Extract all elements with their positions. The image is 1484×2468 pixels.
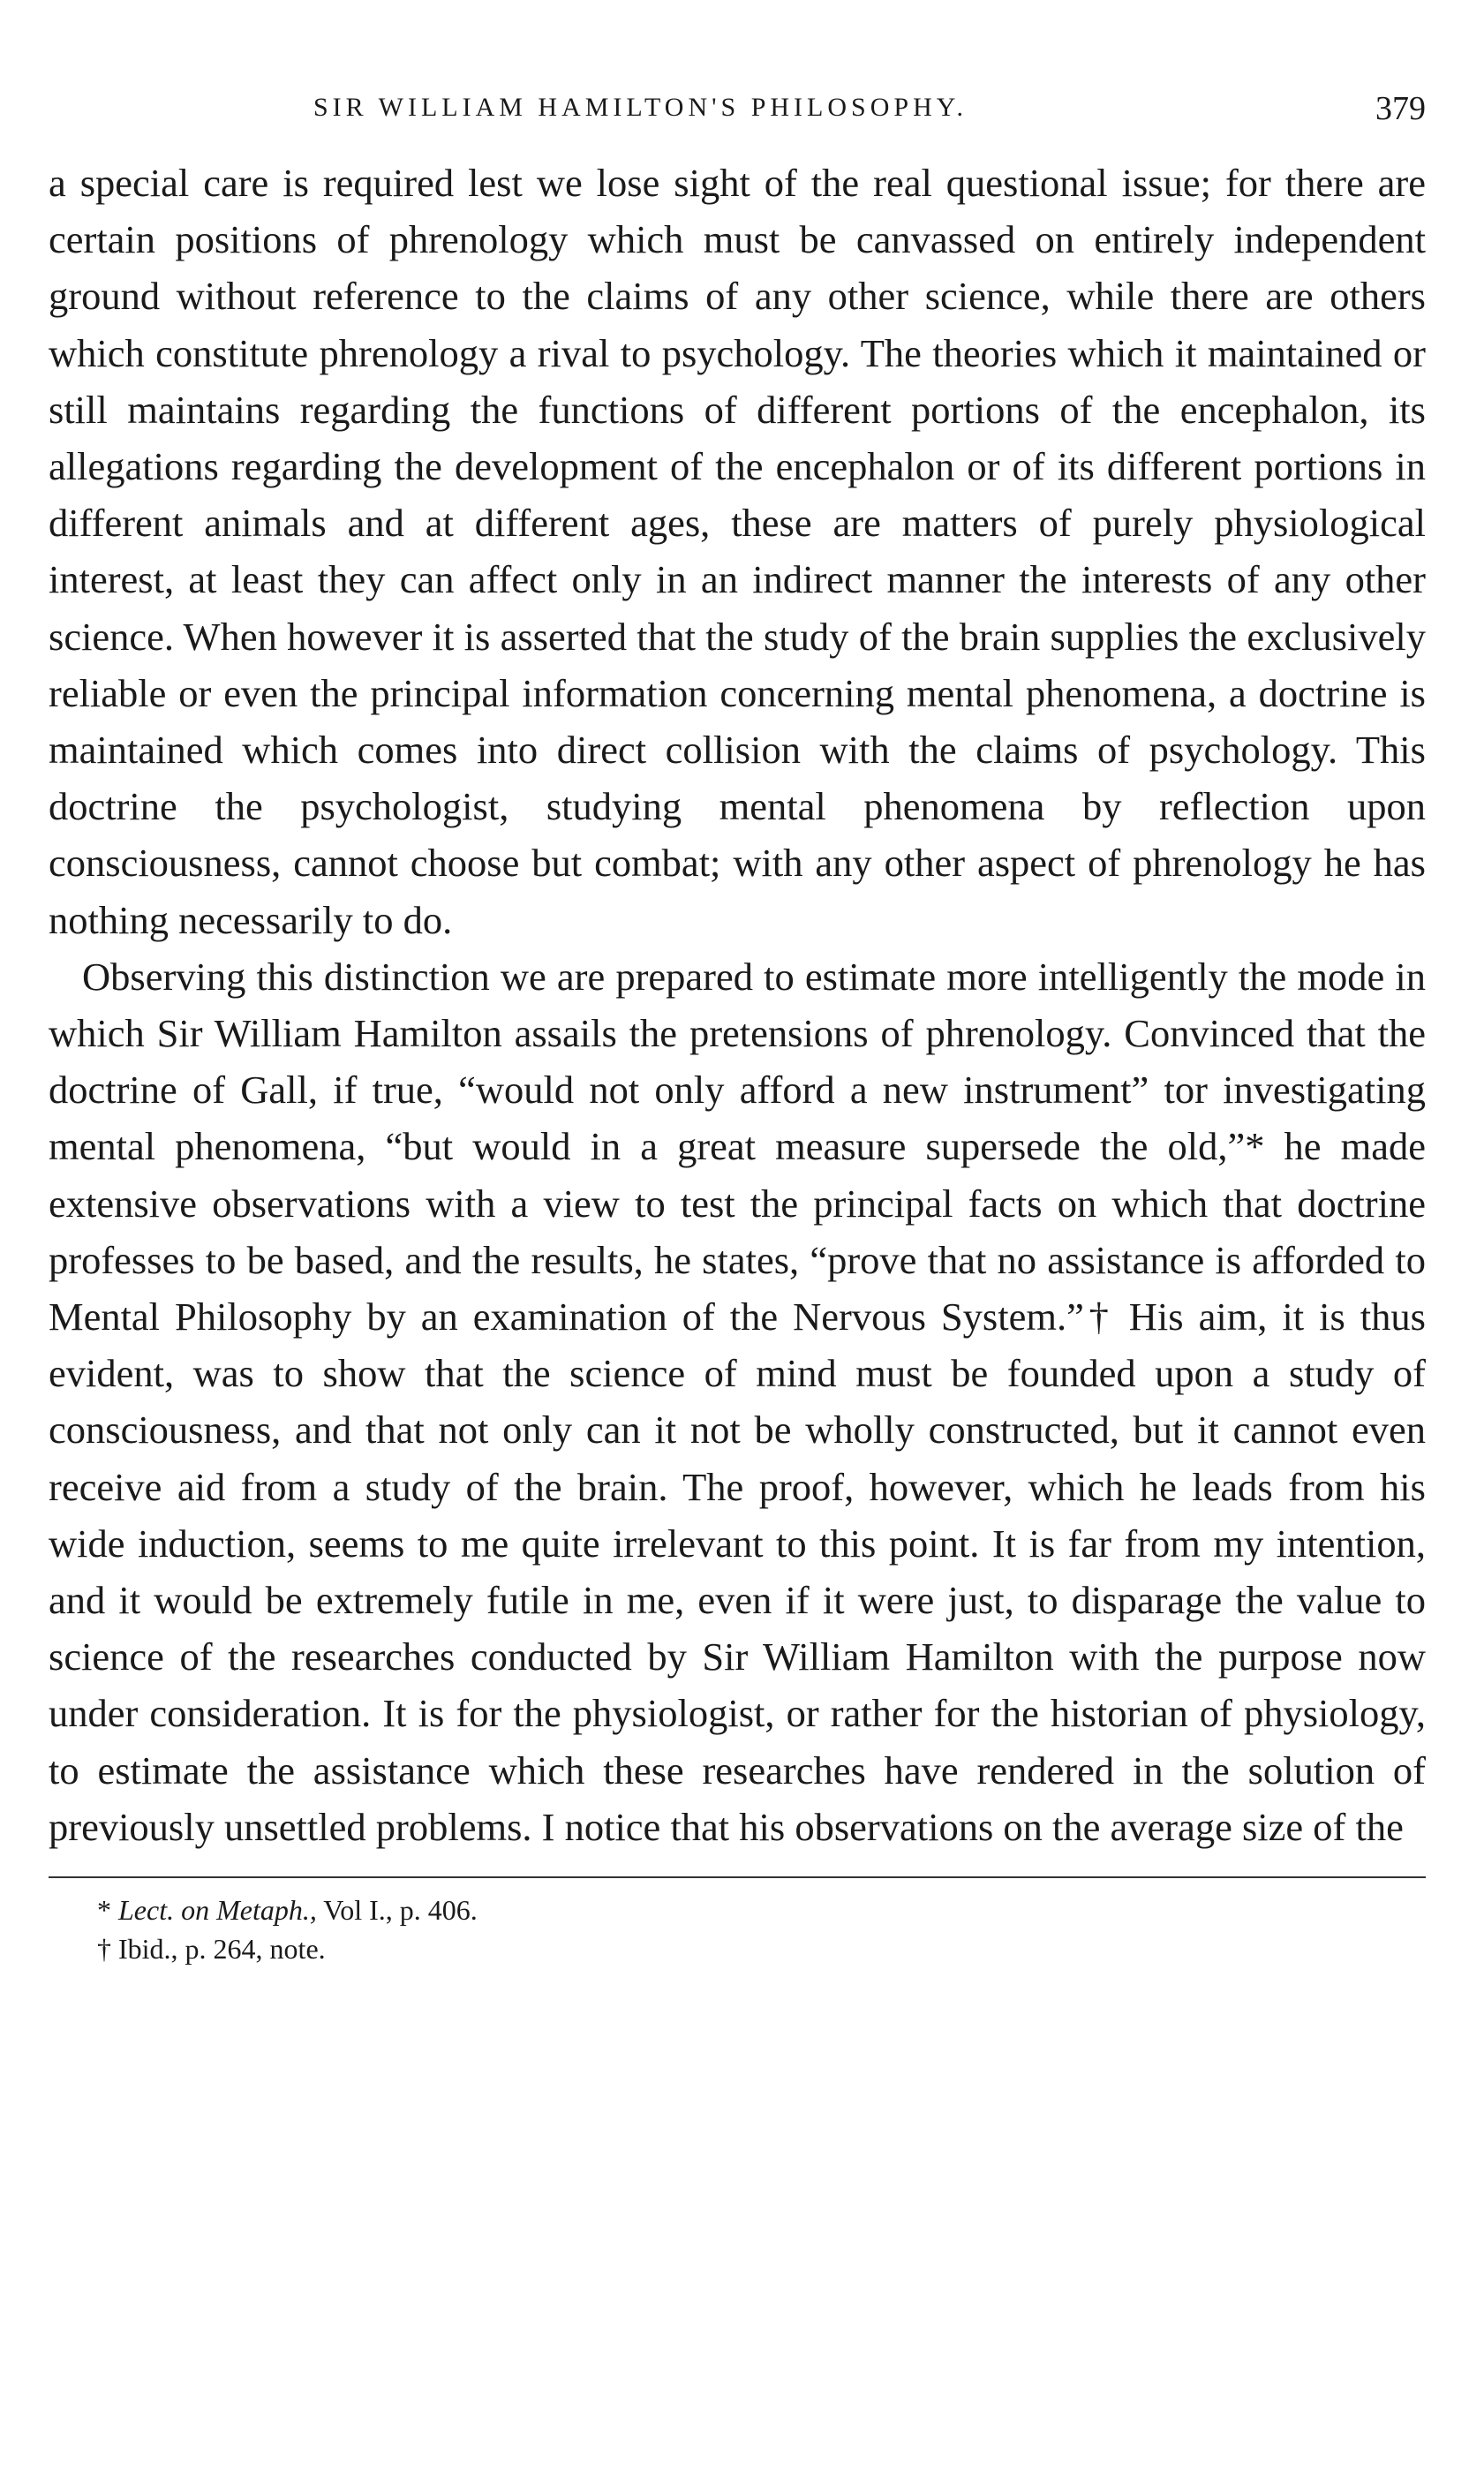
footnote-ref: Lect. on Metaph., (118, 1894, 317, 1927)
paragraph: Observing this distinction we are prepared to estimate more intelligently the mode in which Sir William Hamilton assails the pretensions of phrenology. Convinced that the doctrine of Gall, if true, “would not only afford a new instrument” tor investigating mental phenomena, “but would in a great measure supersede the old,”* he made extensive observations with a view to test the principal facts on which that doctrine professes to be based, and the results, he states, “prove that no assistance is afforded to Mental Philosophy by an examination of the Nervous System.”† His aim, it is thus evident, was to show that the science of mind must be founded upon a study of consciousness, and that not only can it not be wholly constructed, but it cannot even receive aid from a study of the brain. The proof, however, which he leads from his wide induction, seems to me quite irrelevant to this point. It is far from my intention, and it would be extremely futile in me, even if it were just, to disparage the value to science of the researches conducted by Sir William Hamilton with the purpose now under consideration. It is for the physiologist, or rather for the historian of physiology, to estimate the assistance which these researches have rendered in the solution of previously unsettled problems. I notice that his observations on the average size of the (49, 954, 1426, 1849)
book-page (49, 84, 1426, 1968)
footnote-text: Vol I., p. 406. (323, 1894, 478, 1927)
footnote-rule (49, 1876, 1426, 1878)
footnotes (49, 1891, 1426, 1968)
page-number: 379 (1375, 90, 1426, 127)
paragraph: a special care is required lest we lose sight of the real questional issue; for there are certain positions of phrenology which must be canvassed on entirely independent ground without reference to the claims of any other science, while there are others which constitute phrenology a rival to psychology. The theories which it maintained or still maintains regarding the functions of different portions of the encephalon, its allegations regarding the development of the encephalon or of its different portions in different animals and at different ages, these are matters of purely physiological interest, at least they can affect only in an indirect manner the interests of any other science. When however it is asserted that the study of the brain supplies the exclusively reliable or even the principal information concerning mental phenomena, a doctrine is maintained which comes into direct collision with the claims of psychology. This doctrine the psychologist, studying mental phenomena by reflection upon consciousness, cannot choose but combat; with any other aspect of phrenology he has nothing necessarily to do. (49, 161, 1426, 942)
footnote (97, 1929, 1426, 1968)
body-text (49, 155, 1426, 1855)
running-head: SIR WILLIAM HAMILTON'S PHILOSOPHY. (313, 93, 968, 122)
page-header (49, 84, 1426, 137)
footnote-text: Ibid., p. 264, note. (118, 1933, 326, 1966)
footnote-mark: * (97, 1894, 111, 1927)
footnote-mark: † (97, 1933, 111, 1966)
footnote (97, 1891, 1426, 1929)
